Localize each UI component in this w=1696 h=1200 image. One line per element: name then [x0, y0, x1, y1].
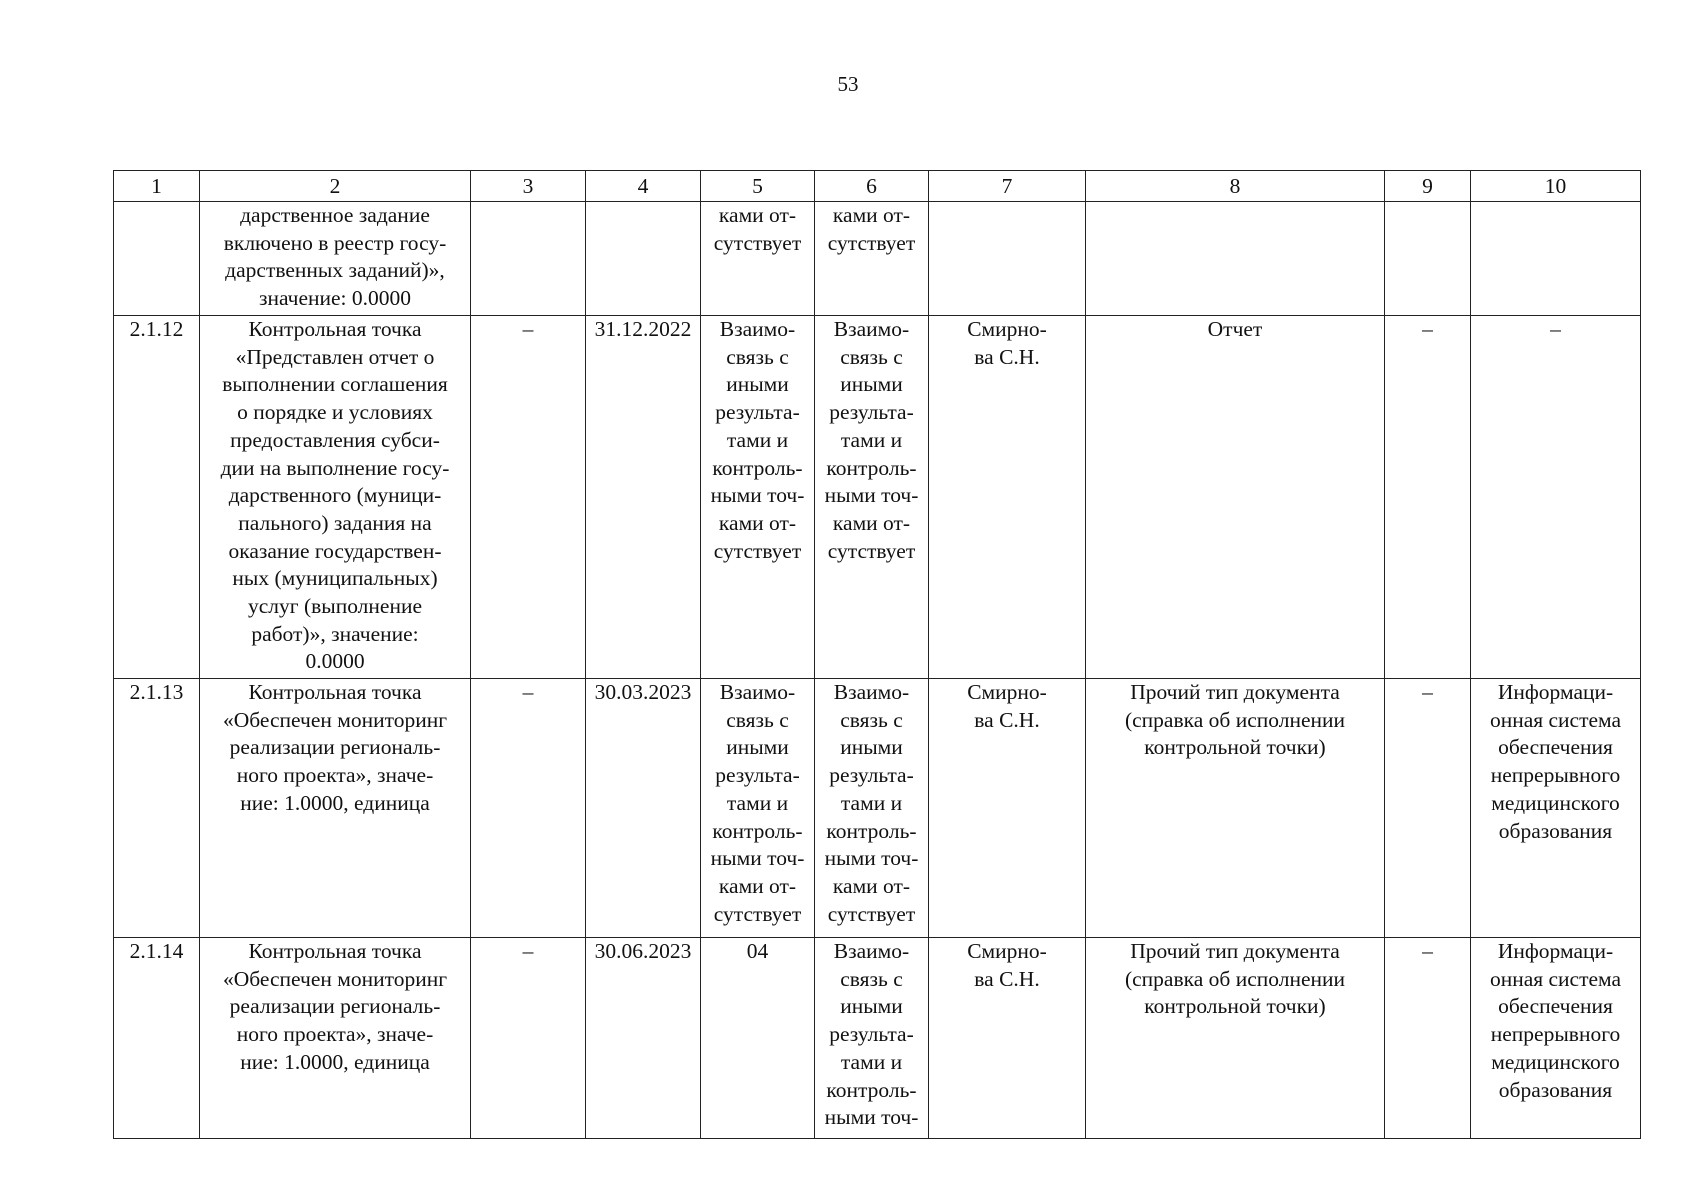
cell-text: Контрольная точка «Представлен отчет о выполнении соглашения о порядке и условиях предоставления субси- дии на выполнение госу- дарственного (муници- пального) задания на оказание государствен- ных (муниципальных) услуг (выполнение работ)», значение: 0.0000	[220, 317, 450, 674]
table-cell	[701, 679, 815, 938]
date-text: 31.12.2022	[594, 317, 692, 341]
table-cell	[1471, 316, 1641, 679]
table-cell	[114, 938, 200, 1139]
information-system: Информаци- онная система обеспечения непрерывного медицинского образования	[1489, 680, 1622, 843]
table-cell	[1086, 202, 1385, 316]
header-cell: 2	[200, 171, 471, 202]
table-cell	[929, 679, 1086, 938]
table-cell	[200, 202, 471, 316]
table-cell	[1385, 938, 1471, 1139]
date-text: 30.06.2023	[594, 939, 692, 963]
table-cell	[929, 202, 1086, 316]
document-type: Отчет	[1207, 317, 1263, 341]
responsible-person: Смирно- ва С.Н.	[967, 317, 1047, 369]
table-cell	[1471, 202, 1641, 316]
cell-text: дарственное задание включено в реестр госу- дарственных заданий)», значение: 0.0000	[223, 203, 447, 311]
table-cell	[1385, 202, 1471, 316]
table-row	[114, 316, 1641, 679]
cell-text: 04	[746, 939, 769, 963]
document-type: Прочий тип документа (справка об исполнении контрольной точки)	[1124, 939, 1346, 1019]
cell-text: –	[1422, 317, 1433, 341]
header-cell: 7	[929, 171, 1086, 202]
cell-text: Взаимо- связь с иными результа- тами и контроль- ными точ- ками от- сутствует	[710, 317, 805, 563]
header-cell: 6	[815, 171, 929, 202]
table-cell	[701, 938, 815, 1139]
cell-text: –	[522, 317, 534, 341]
table-cell	[200, 938, 471, 1139]
table-cell	[701, 202, 815, 316]
cell-text: Контрольная точка «Обеспечен мониторинг реализации региональ- ного проекта», значе- ние: 1.0000, единица	[222, 939, 448, 1074]
table-cell	[1471, 938, 1641, 1139]
table-cell	[929, 938, 1086, 1139]
row-number: 2.1.13	[129, 680, 184, 704]
header-row	[114, 171, 1641, 202]
cell-text: Взаимо- связь с иными результа- тами и контроль- ными точ- ками от- сутствует	[710, 680, 805, 926]
cell-text: Взаимо- связь с иными результа- тами и контроль- ными точ-	[824, 939, 919, 1130]
header-cell: 5	[701, 171, 815, 202]
date-text: 30.03.2023	[594, 680, 692, 704]
table-cell	[586, 316, 701, 679]
cell-text: Контрольная точка «Обеспечен мониторинг реализации региональ- ного проекта», значе- ние: 1.0000, единица	[222, 680, 448, 815]
table-cell	[815, 938, 929, 1139]
cell-text: –	[522, 939, 534, 963]
cell-text: ками от- сутствует	[713, 203, 802, 255]
table-cell	[1086, 679, 1385, 938]
table-cell	[815, 202, 929, 316]
table-cell	[1385, 316, 1471, 679]
table-cell	[1385, 679, 1471, 938]
table-cell	[586, 202, 701, 316]
table-cell	[471, 938, 586, 1139]
table-cell	[471, 202, 586, 316]
information-system: Информаци- онная система обеспечения непрерывного медицинского образования	[1489, 939, 1622, 1102]
document-table	[113, 170, 1641, 1139]
responsible-person: Смирно- ва С.Н.	[967, 680, 1047, 732]
header-cell: 10	[1471, 171, 1641, 202]
table-row	[114, 938, 1641, 1139]
document-type: Прочий тип документа (справка об исполнении контрольной точки)	[1124, 680, 1346, 760]
table-cell	[701, 316, 815, 679]
table-cell	[114, 202, 200, 316]
table-cell	[114, 679, 200, 938]
table-cell	[1086, 316, 1385, 679]
cell-text: –	[1422, 939, 1433, 963]
table-cell	[586, 679, 701, 938]
table-cell	[1471, 679, 1641, 938]
cell-text: –	[1550, 317, 1561, 341]
row-number: 2.1.12	[129, 317, 184, 341]
page-number: 53	[837, 72, 859, 96]
cell-text: –	[522, 680, 534, 704]
cell-text: ками от- сутствует	[827, 203, 916, 255]
table-row	[114, 202, 1641, 316]
table-cell	[815, 679, 929, 938]
header-cell: 9	[1385, 171, 1471, 202]
cell-text: Взаимо- связь с иными результа- тами и контроль- ными точ- ками от- сутствует	[824, 680, 919, 926]
header-cell: 1	[114, 171, 200, 202]
table-cell	[114, 316, 200, 679]
table-cell	[200, 679, 471, 938]
table-cell	[815, 316, 929, 679]
cell-text: Взаимо- связь с иными результа- тами и контроль- ными точ- ками от- сутствует	[824, 317, 919, 563]
table-cell	[471, 316, 586, 679]
table-cell	[471, 679, 586, 938]
table-cell	[929, 316, 1086, 679]
cell-text: –	[1422, 680, 1433, 704]
responsible-person: Смирно- ва С.Н.	[967, 939, 1047, 991]
header-cell: 3	[471, 171, 586, 202]
table-cell	[586, 938, 701, 1139]
row-number: 2.1.14	[129, 939, 184, 963]
header-cell: 4	[586, 171, 701, 202]
table-row	[114, 679, 1641, 938]
header-cell: 8	[1086, 171, 1385, 202]
table-cell	[1086, 938, 1385, 1139]
table-cell	[200, 316, 471, 679]
